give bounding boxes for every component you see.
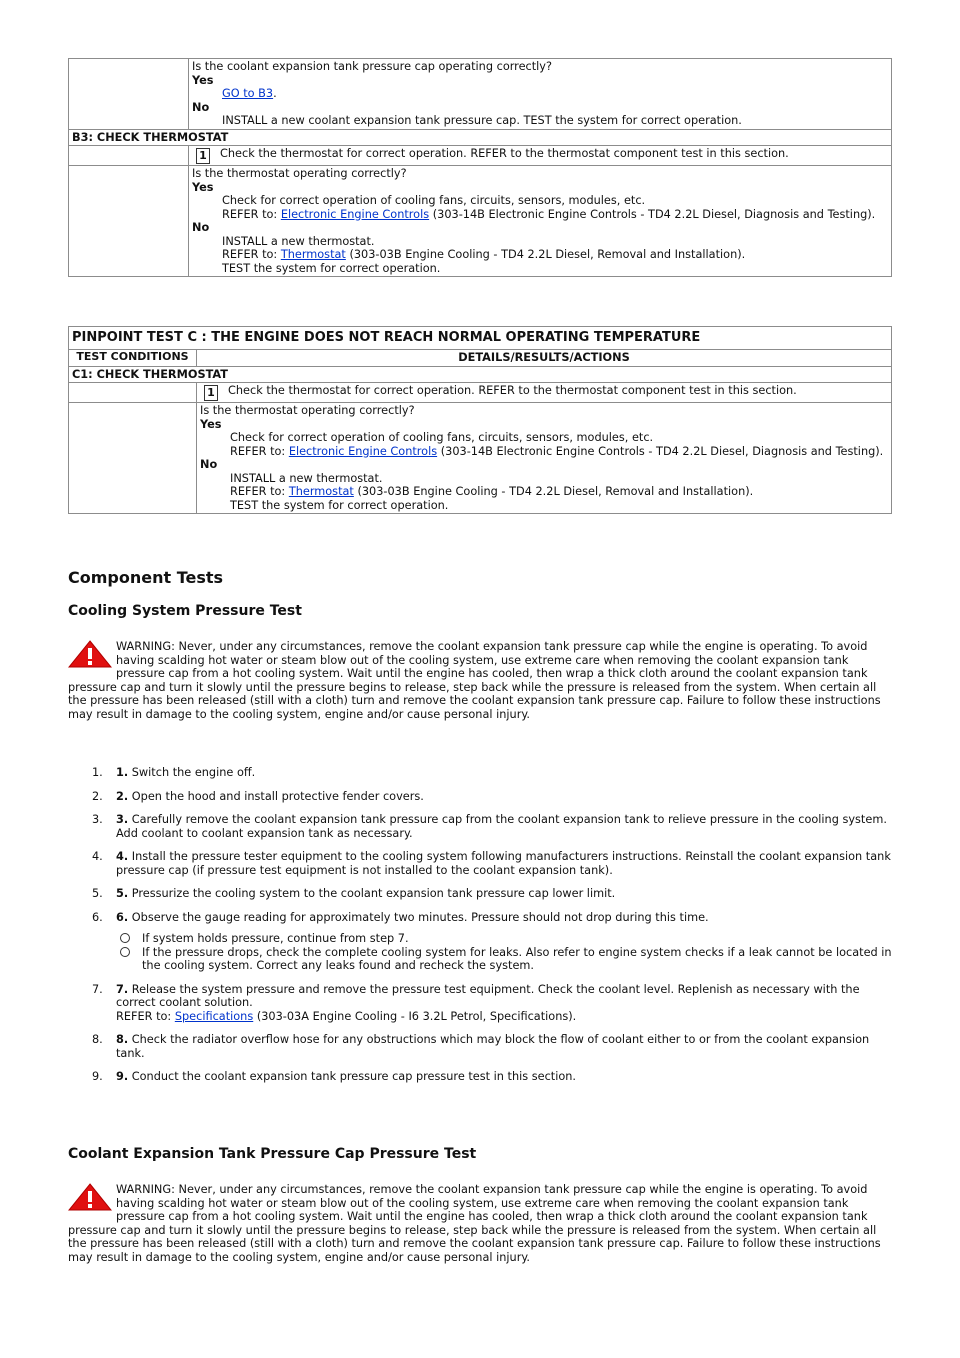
pinpoint-table-b <box>68 58 892 277</box>
c1-result-cell: Is the thermostat operating correctly? Yes Check for correct operation of cooling fans, circuits, sensors, modules, etc. REFER to: Electronic Engine Controls (303-14B Electronic Engine Controls - TD4 2.2L Diesel, Diagnosis and Testing). No INSTALL a new thermostat. REFER to: Thermostat (303-03B Engine Cooling - TD4 2.2L Diesel, Removal and Installation). TEST the system for correct operation. <box>197 403 892 514</box>
col-details: DETAILS/RESULTS/ACTIONS <box>197 350 892 367</box>
c1-step-text: Check the thermostat for correct operation. REFER to the thermostat component test in this section. <box>228 384 797 397</box>
yes-label: Yes <box>192 73 214 87</box>
specifications-link[interactable]: Specifications <box>174 1009 254 1023</box>
step-number-box: 1 <box>196 148 210 164</box>
step-item: 2. 2. Open the hood and install protective fender covers. <box>92 789 424 803</box>
no-label: No <box>200 458 218 471</box>
c1-title: C1: CHECK THERMOSTAT <box>69 366 892 383</box>
yes-label: Yes <box>192 180 214 194</box>
circle-bullet-icon <box>120 947 130 957</box>
b2-no-action: INSTALL a new coolant expansion tank pressure cap. TEST the system for correct operation. <box>222 114 742 127</box>
thermostat-link[interactable]: Thermostat <box>288 485 354 498</box>
pressure-test-warning: WARNING: Never, under any circumstances, remove the coolant expansion tank pressure cap while the engine is operating. To avoid having scalding hot water or steam blow out of the cooling system, use extreme care when removing the coolant expansion tank pressure cap from a hot cooling system. Wait until the engine has cooled, then wrap a thick cloth around the coolant expansion tank pressure cap and turn it slowly until the pressure begins to release, step back while the pressure is released from the system. When certain all the pressure has been released (still with a cloth) turn and remove the coolant expansion tank pressure cap. Failure to follow these instructions may result in damage to the cooling system, engine and/or cause personal injury. <box>68 640 881 721</box>
b3-result-cell: Is the thermostat operating correctly? Yes Check for correct operation of cooling fans, circuits, sensors, modules, etc. REFER to: Electronic Engine Controls (303-14B Electronic Engine Controls - TD4 2.2L Diesel, Diagnosis and Testing). No INSTALL a new thermostat. REFER to: Thermostat (303-03B Engine Cooling - TD4 2.2L Diesel, Removal and Installation). TEST the system for correct operation. <box>189 166 892 277</box>
electronic-engine-controls-link[interactable]: Electronic Engine Controls <box>280 207 430 221</box>
warning-icon <box>68 640 112 668</box>
pinpoint-table-c <box>68 326 892 514</box>
warning-icon <box>68 1183 112 1211</box>
pressure-test-heading: Cooling System Pressure Test <box>68 603 302 619</box>
thermostat-link[interactable]: Thermostat <box>280 248 346 261</box>
step-item: 5. 5. Pressurize the cooling system to the coolant expansion tank pressure cap lower limit. <box>92 887 616 900</box>
c1-question: Is the thermostat operating correctly? <box>200 404 415 417</box>
b3-title: B3: CHECK THERMOSTAT <box>69 129 892 146</box>
step-number-box: 1 <box>204 385 218 401</box>
pressure-test-steps <box>68 766 892 1094</box>
sub-item: If the pressure drops, check the complete cooling system for leaks. Also refer to engine system checks if a leak cannot be located in the cooling system. Correct any leaks found and recheck the system. <box>116 946 892 973</box>
no-label: No <box>192 221 210 234</box>
b3-step-text: Check the thermostat for correct operation. REFER to the thermostat component test in this section. <box>220 147 789 160</box>
step-6-sublist <box>116 932 892 973</box>
col-test-conditions: TEST CONDITIONS <box>69 350 197 367</box>
b2-result-cell: Is the coolant expansion tank pressure cap operating correctly? Yes GO to B3. No INSTALL a new coolant expansion tank pressure cap. TEST the system for correct operation. <box>189 59 892 130</box>
b2-question: Is the coolant expansion tank pressure cap operating correctly? <box>192 60 552 73</box>
step-item: 4. 4. Install the pressure tester equipment to the cooling system following manufacturers instructions. Reinstall the coolant expansion tank pressure cap (if pressure test equipment is not installed to the coolant expansion tank). <box>92 850 891 877</box>
sub-item: If system holds pressure, continue from step 7. <box>116 932 892 946</box>
electronic-engine-controls-link[interactable]: Electronic Engine Controls <box>288 444 438 458</box>
cap-test-heading: Coolant Expansion Tank Pressure Cap Pressure Test <box>68 1146 477 1162</box>
step-item: 3. 3. Carefully remove the coolant expansion tank pressure cap from the coolant expansion tank to relieve pressure in the cooling system. Add coolant to coolant expansion tank as necessary. <box>92 813 887 840</box>
goto-b3-link[interactable]: GO to B3 <box>222 87 274 100</box>
cap-test-warning: WARNING: Never, under any circumstances, remove the coolant expansion tank pressure cap while the engine is operating. To avoid having scalding hot water or steam blow out of the cooling system, use extreme care when removing the coolant expansion tank pressure cap from a hot cooling system. Wait until the engine has cooled, then wrap a thick cloth around the coolant expansion tank pressure cap and turn it slowly until the pressure begins to release, step back while the pressure is released from the system. When certain all the pressure has been released (still with a cloth) turn and remove the coolant expansion tank pressure cap. Failure to follow these instructions may result in damage to the cooling system, engine and/or cause personal injury. <box>68 1183 881 1264</box>
step-item: 6. 6. Observe the gauge reading for approximately two minutes. Pressure should not drop during this time. If system holds pressure, continue from step 7. If the pressure drops, check the complete cooling system for leaks. Also refer to engine system checks if a leak cannot be located in the cooling system. Correct any leaks found and recheck the system. <box>92 910 892 972</box>
component-tests-heading: Component Tests <box>68 568 224 587</box>
step-item: 9. 9. Conduct the coolant expansion tank pressure cap pressure test in this section. <box>92 1070 577 1083</box>
pinpoint-c-title: PINPOINT TEST C : THE ENGINE DOES NOT REACH NORMAL OPERATING TEMPERATURE <box>69 327 892 350</box>
step-item: 1. 1. Switch the engine off. <box>92 766 256 779</box>
step-item: 7. 7. Release the system pressure and remove the pressure test equipment. Check the coolant level. Replenish as necessary with the correct coolant solution. REFER to: Specifications (303-03A Engine Cooling - I6 3.2L Petrol, Specifications). <box>92 982 860 1023</box>
yes-label: Yes <box>200 417 222 431</box>
b3-question: Is the thermostat operating correctly? <box>192 167 407 180</box>
step-item: 8. 8. Check the radiator overflow hose for any obstructions which may block the flow of coolant either to or from the coolant expansion tank. <box>92 1033 870 1060</box>
no-label: No <box>192 100 210 114</box>
circle-bullet-icon <box>120 933 130 943</box>
